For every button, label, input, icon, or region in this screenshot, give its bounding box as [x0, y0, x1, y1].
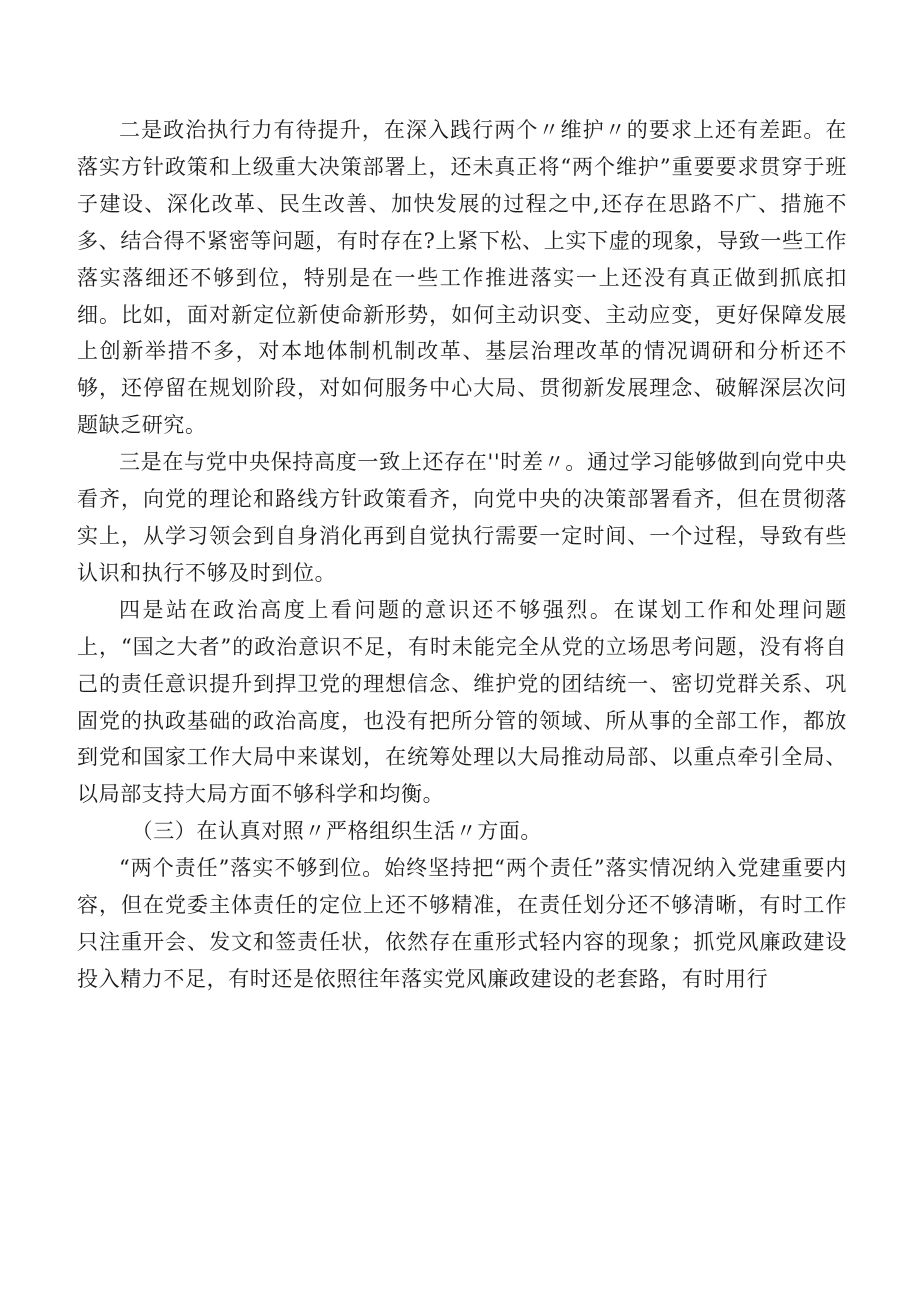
document-body: [77, 112, 847, 998]
section-heading-organizational-life: （三）在认真对照〃严格组织生活〃方面。: [131, 819, 542, 844]
paragraph-political-awareness: 四是站在政治高度上看问题的意识还不够强烈。在谋划工作和处理问题上，“国之大者”的政治意识不足，有时未能完全从党的立场思考问题，没有将自己的责任意识提升到捍卫党的理想信念、维护党的团结统一、密切党群关系、巩固党的执政基础的政治高度，也没有把所分管的领域、所从事的全部工作，都放到党和国家工作大局中来谋划，在统筹处理以大局推动局部、以重点牵引全局、以局部支持大局方面不够科学和均衡。: [77, 597, 847, 807]
paragraph-time-lag: 三是在与党中央保持高度一致上还存在''时差〃。通过学习能够做到向党中央看齐，向党的理论和路线方针政策看齐，向党中央的决策部署看齐，但在贯彻落实上，从学习领会到自身消化再到自觉执行需要一定时间、一个过程，导致有些认识和执行不够及时到位。: [77, 450, 847, 585]
paragraph-two-responsibilities: “两个责任”落实不够到位。始终坚持把“两个责任”落实情况纳入党建重要内容，但在党委主体责任的定位上还不够精准，在责任划分还不够清晰，有时工作只注重开会、发文和签责任状，依然存在重形式轻内容的现象；抓党风廉政建设投入精力不足，有时还是依照往年落实党风廉政建设的老套路，有时用行: [77, 856, 847, 991]
paragraph-political-execution: 二是政治执行力有待提升，在深入践行两个〃维护〃的要求上还有差距。在落实方针政策和上级重大决策部署上，还未真正将“两个维护”重要要求贯穿于班子建设、深化改革、民生改善、加快发展的过程之中,还存在思路不广、措施不多、结合得不紧密等问题，有时存在?上紧下松、上实下虚的现象，导致一些工作落实落细还不够到位，特别是在一些工作推进落实一上还没有真正做到抓底扣细。比如，面对新定位新使命新形势，如何主动识变、主动应变，更好保障发展上创新举措不多，对本地体制机制改革、基层治理改革的情况调研和分析还不够，还停留在规划阶段，对如何服务中心大局、贯彻新发展理念、破解深层次问题缺乏研究。: [77, 118, 847, 438]
